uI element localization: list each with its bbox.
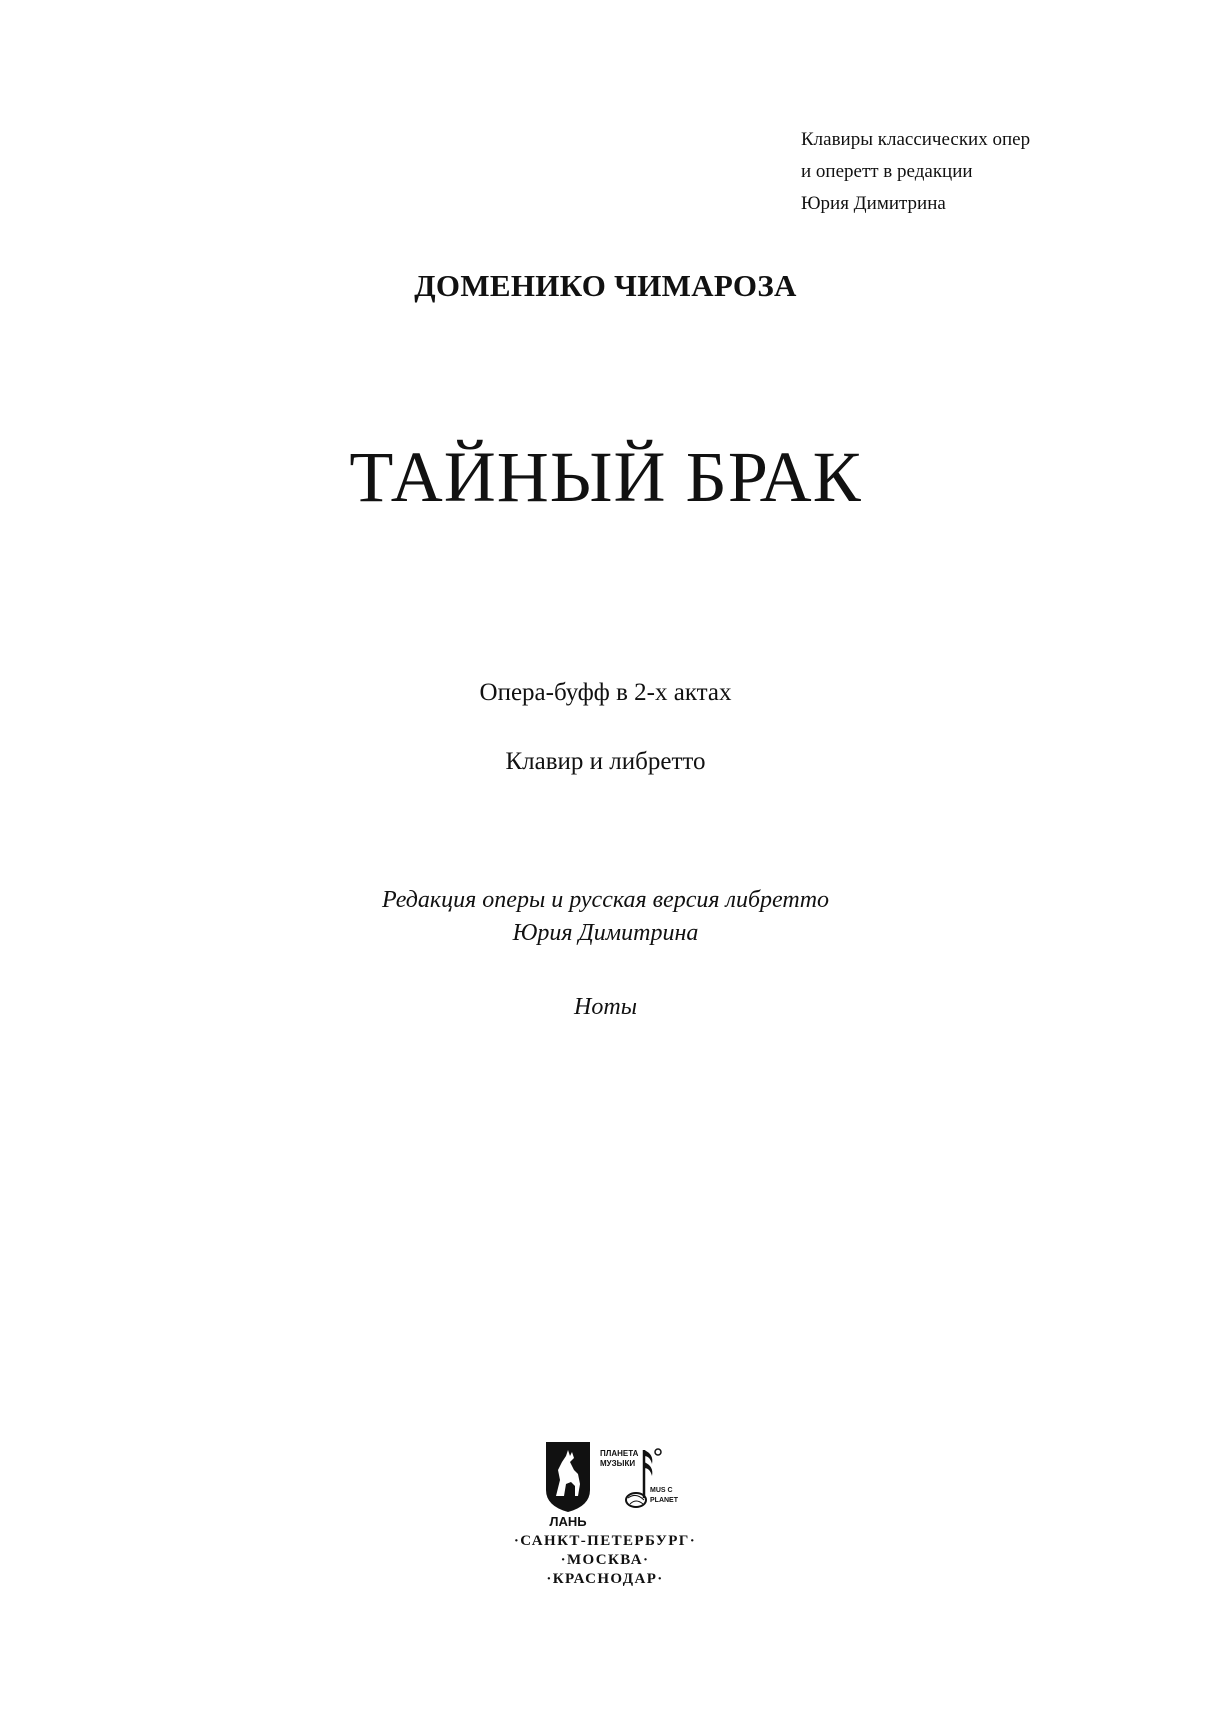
genre-subtitle: Опера-буфф в 2-х актах [479, 679, 732, 706]
editor-credit-line-1: Редакция оперы и русская версия либретто [381, 887, 830, 913]
series-note-line-2: и оперетт в редакции [801, 161, 973, 182]
lan-logo [546, 1442, 590, 1529]
notes-label: Ноты [574, 994, 637, 1020]
series-note-line-1: Клавиры классических опер [801, 129, 1031, 150]
series-note [801, 124, 1181, 220]
publisher-block [500, 1440, 710, 1600]
music-planet-line-1: MUS C [650, 1487, 673, 1494]
author-name: ДОМЕНИКО ЧИМАРОЗА [414, 268, 797, 303]
city-line-1: ·САНКТ-ПЕТЕРБУРГ· [513, 1533, 697, 1549]
lan-logo-text: ЛАНЬ [549, 1514, 587, 1529]
city-line-2: ·МОСКВА· [560, 1552, 650, 1568]
page-title: ТАЙНЫЙ БРАК [349, 437, 862, 517]
editor-credit-line-2: Юрия Димитрина [512, 920, 699, 946]
planet-logo-line-1: ПЛАНЕТА [600, 1449, 639, 1458]
planet-music-logo [600, 1449, 679, 1507]
publisher-cities [500, 1532, 710, 1589]
format-subtitle: Клавир и либретто [505, 748, 706, 775]
city-line-3: ·КРАСНОДАР· [546, 1571, 664, 1587]
series-note-line-3: Юрия Димитрина [801, 193, 946, 214]
editor-credit [0, 884, 1211, 950]
planet-logo-line-2: МУЗЫКИ [600, 1459, 636, 1468]
publisher-logos [544, 1440, 678, 1529]
music-planet-line-2: PLANET [650, 1497, 678, 1504]
